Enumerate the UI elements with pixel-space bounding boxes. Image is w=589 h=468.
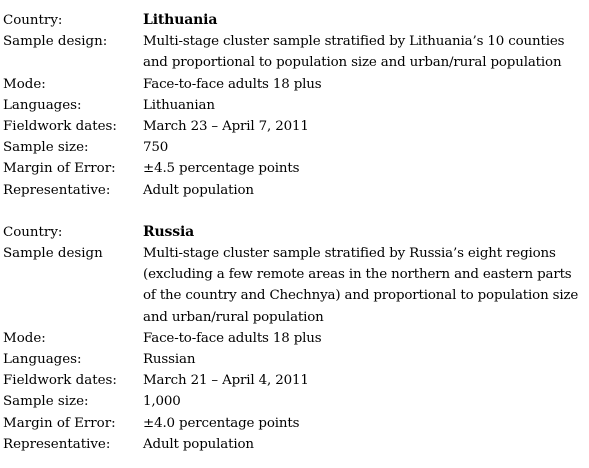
field-label: Representative:: [3, 436, 111, 452]
field-value: Russian: [143, 352, 196, 368]
field-value: ±4.0 percentage points: [143, 415, 300, 431]
field-label: Sample design:: [3, 34, 108, 50]
row-fieldwork-dates: [0, 116, 589, 137]
field-value: Face-to-face adults 18 plus: [143, 330, 322, 346]
country-name: Russia: [143, 223, 195, 240]
field-label: Country:: [3, 224, 63, 240]
field-value: Multi-stage cluster sample stratified by Lithuania’s 10 counties and proportional to population size and urban/rural population: [143, 34, 565, 71]
country-block-lithuania: [0, 10, 589, 201]
field-value: 750: [143, 140, 169, 156]
row-sample-size: [0, 391, 589, 412]
field-value: March 21 – April 4, 2011: [143, 373, 309, 389]
row-representative: [0, 180, 589, 201]
field-label: Sample design: [3, 246, 103, 262]
row-sample-size: [0, 137, 589, 158]
row-mode: [0, 74, 589, 95]
row-languages: [0, 95, 589, 116]
field-label: Representative:: [3, 182, 111, 198]
field-value: Adult population: [143, 182, 254, 198]
field-value: March 23 – April 7, 2011: [143, 119, 309, 135]
row-mode: [0, 328, 589, 349]
row-representative: [0, 434, 589, 455]
field-label: Sample size:: [3, 394, 89, 410]
field-label: Fieldwork dates:: [3, 373, 117, 389]
field-label: Mode:: [3, 330, 46, 346]
field-value: Adult population: [143, 436, 254, 452]
row-country: [0, 222, 589, 243]
field-label: Margin of Error:: [3, 161, 116, 177]
field-label: Languages:: [3, 97, 82, 113]
field-label: Languages:: [3, 352, 82, 368]
field-label: Sample size:: [3, 140, 89, 156]
row-sample-design: [0, 31, 589, 73]
country-block-russia: [0, 222, 589, 455]
field-value: 1,000: [143, 394, 181, 410]
row-languages: [0, 349, 589, 370]
field-label: Margin of Error:: [3, 415, 116, 431]
field-value: ±4.5 percentage points: [143, 161, 300, 177]
country-name: Lithuania: [143, 12, 218, 28]
field-value: Face-to-face adults 18 plus: [143, 76, 322, 92]
row-sample-design: [0, 243, 589, 328]
field-value: Multi-stage cluster sample stratified by Russia’s eight regions (excluding a few remote areas in the northern and eastern parts of the country and Chechnya) and proportional to population size and urban/rural population: [143, 246, 579, 325]
row-fieldwork-dates: [0, 370, 589, 391]
field-value: Lithuanian: [143, 97, 215, 113]
field-label: Fieldwork dates:: [3, 119, 117, 135]
row-margin-of-error: [0, 158, 589, 179]
field-label: Mode:: [3, 76, 46, 92]
row-margin-of-error: [0, 413, 589, 434]
row-country: [0, 10, 589, 31]
field-label: Country:: [3, 13, 63, 28]
